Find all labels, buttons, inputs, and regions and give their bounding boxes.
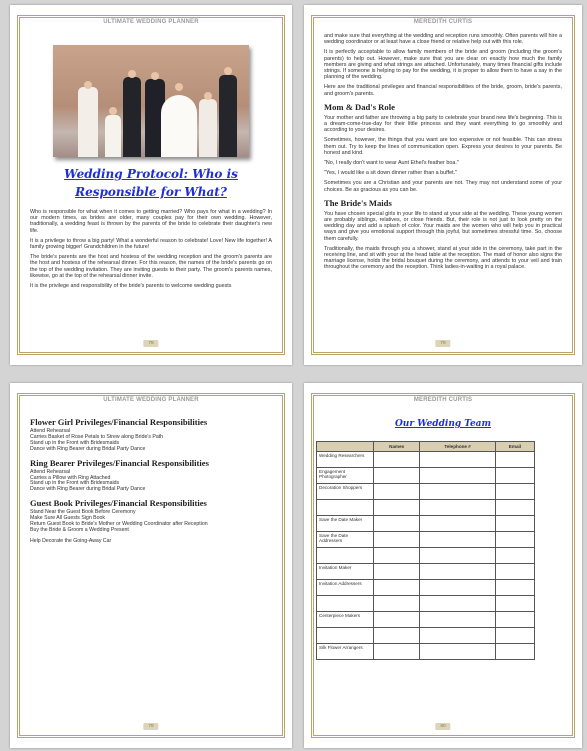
- wedding-photo: [53, 45, 249, 157]
- column-header: Names: [374, 442, 420, 452]
- section-heading: The Bride's Maids: [324, 197, 392, 208]
- paragraph: Here are the traditional privileges and financial responsibilities of the bride, groom, bride's parents, and groom's parents.: [324, 84, 562, 97]
- page-3: [10, 383, 292, 748]
- names-cell: [374, 564, 420, 580]
- list-item: Stand Near the Guest Book Before Ceremony: [30, 509, 136, 516]
- names-cell: [374, 452, 420, 468]
- row-label: Wedding Researchers: [317, 452, 374, 468]
- paragraph: It is the privilege and responsibility of the bride's parents to welcome wedding guests: [30, 283, 232, 290]
- table-row: [317, 532, 535, 548]
- section-heading: Guest Book Privileges/Financial Responsibilities: [30, 498, 207, 509]
- table-row: [317, 564, 535, 580]
- row-label: Engagement Photographer: [317, 468, 374, 484]
- table-row: [317, 452, 535, 468]
- email-cell: [495, 484, 534, 500]
- paragraph: and make sure that everything at the wedding and reception runs smoothly. Often parents will hire a wedding coordinator or at least have a close friend or relative help out with this role.: [324, 33, 562, 46]
- paragraph: Sometimes, however, the things that you want are too expensive or not feasible. This can stress them out. Try to keep the lines of communication open. Express your desires to your parents. Be honest and kind.: [324, 137, 562, 156]
- row-label: Decoration Shoppers: [317, 484, 374, 500]
- running-header: ULTIMATE WEDDING PLANNER: [103, 397, 199, 403]
- list-item: Stand up in the Front with Bridesmaids: [30, 439, 120, 446]
- list-item: Dance with Ring Bearer during Bridal Party Dance: [30, 445, 146, 452]
- table-row: [317, 628, 535, 644]
- names-cell: [374, 628, 420, 644]
- running-header: MEREDITH CURTIS: [413, 19, 473, 25]
- section-heading: Mom & Dad's Role: [324, 101, 395, 112]
- names-cell: [374, 468, 420, 484]
- telephone-cell: [420, 564, 496, 580]
- row-label: Save the Date Addressers: [317, 532, 374, 548]
- list-item: Make Sure All Guests Sign Book: [30, 515, 105, 522]
- names-cell: [374, 580, 420, 596]
- email-cell: [495, 548, 534, 564]
- section-heading: Flower Girl Privileges/Financial Responsibilities: [30, 417, 208, 427]
- email-cell: [495, 452, 534, 468]
- row-label: Invitation Maker: [317, 564, 374, 580]
- names-cell: [374, 484, 420, 500]
- list-item: Return Guest Book to Bride's Mother or Wedding Coordinator after Reception: [30, 521, 208, 528]
- email-cell: [495, 564, 534, 580]
- paragraph: Your mother and father are throwing a big party to celebrate your brand new life's beginning. This is a dream-come-true-day for their little princess and they want everything to go smoothly and according to your desires.: [324, 114, 562, 134]
- table-row: [317, 484, 535, 500]
- telephone-cell: [420, 468, 496, 484]
- page-title: Wedding Protocol: Who is Responsible for What?: [64, 167, 238, 199]
- table-row: [317, 580, 535, 596]
- column-header: Telephone #: [420, 442, 496, 452]
- email-cell: [495, 612, 534, 628]
- page-number: 79: [435, 340, 450, 347]
- list-item: Attend Rehearsal: [30, 468, 71, 475]
- list-item: Dance with Ring Bearer during Bridal Party Dance: [30, 486, 146, 493]
- column-header: [317, 442, 374, 452]
- telephone-cell: [420, 500, 496, 516]
- names-cell: [374, 548, 420, 564]
- telephone-cell: [420, 644, 496, 660]
- names-cell: [374, 644, 420, 660]
- running-header: MEREDITH CURTIS: [413, 397, 473, 403]
- table-row: [317, 468, 535, 484]
- email-cell: [495, 580, 534, 596]
- page-title: Our Wedding Team: [394, 419, 492, 429]
- names-cell: [374, 500, 420, 516]
- telephone-cell: [420, 516, 496, 532]
- telephone-cell: [420, 484, 496, 500]
- email-cell: [495, 468, 534, 484]
- page-number: 80: [435, 723, 450, 730]
- telephone-cell: [420, 452, 496, 468]
- table-header-row: [317, 442, 535, 452]
- telephone-cell: [420, 596, 496, 612]
- paragraph: It is a privilege to throw a big party! What a wonderful reason to celebrate! Love! New life together! A family growing bigger! Grandchildren in the future!: [30, 237, 272, 251]
- list-item: Attend Rehearsal: [30, 428, 71, 434]
- table-row: [317, 596, 535, 612]
- paragraph: You have chosen special girls in your life to stand at your side at the wedding. These young women are probably siblings, relatives, or close friends. But, their role is not just to look pretty on the wedding day and add a splash of color. Your maids are the women who will help you in practical ways and give you emotional support through this joyful, but sometimes stressful time. So, choose them carefully.: [324, 210, 562, 242]
- telephone-cell: [420, 532, 496, 548]
- paragraph: "No, I really don't want to wear Aunt Ethel's feather boa.": [324, 160, 459, 167]
- row-label: [317, 628, 374, 644]
- row-label: [317, 500, 374, 516]
- row-label: [317, 596, 374, 612]
- list-item: Stand up in the Front with Bridesmaids: [30, 480, 120, 487]
- paragraph: It is perfectly acceptable to allow family members of the bride and groom (including the groom's parents) to help out. However, make sure that you are clear on exactly how much the family members are giving and what strings are attached. Unfortunately, many times financial gifts include strings. If someone is helping to pay for the wedding, it is proper to allow them to have a say in the planning of the wedding.: [324, 49, 562, 81]
- paragraph: Sometimes you are a Christian and your parents are not. They may not understand some of your choices. Be as gracious as you can be.: [324, 180, 562, 193]
- page-1: [10, 5, 292, 365]
- paragraph: Who is responsible for what when it comes to getting married? Who pays for what in a wedding? In our modern times, as brides are older, many couples pay for their own wedding. However, traditionally, a wedding feast is thrown by the parents of the bride to celebrate their daughter's new life.: [30, 209, 272, 234]
- telephone-cell: [420, 580, 496, 596]
- list-item: Buy the Bride & Groom a Wedding Present: [30, 526, 129, 533]
- row-label: [317, 548, 374, 564]
- email-cell: [495, 644, 534, 660]
- names-cell: [374, 516, 420, 532]
- email-cell: [495, 532, 534, 548]
- running-header: ULTIMATE WEDDING PLANNER: [103, 19, 199, 25]
- row-label: Save the Date Maker: [317, 516, 374, 532]
- table-row: [317, 612, 535, 628]
- table-row: [317, 644, 535, 660]
- telephone-cell: [420, 628, 496, 644]
- email-cell: [495, 500, 534, 516]
- row-label: Invitation Addressers: [317, 580, 374, 596]
- responsibility-list: [30, 510, 272, 545]
- names-cell: [374, 596, 420, 612]
- table-row: [317, 548, 535, 564]
- wedding-team-table: [316, 441, 535, 660]
- table-row: [317, 500, 535, 516]
- email-cell: [495, 596, 534, 612]
- table-row: [317, 516, 535, 532]
- row-label: Silk Flower Arrangers: [317, 644, 374, 660]
- paragraph: "Yes, I would like a sit down dinner rather than a buffet.": [324, 170, 457, 177]
- page-4: [304, 383, 582, 748]
- list-item: Carries Basket of Rose Petals to Strew along Bride's Path: [30, 433, 164, 440]
- section-heading: Ring Bearer Privileges/Financial Responsibilities: [30, 457, 209, 468]
- telephone-cell: [420, 548, 496, 564]
- responsibility-list: [30, 429, 272, 453]
- row-label: Centerpiece Makers: [317, 612, 374, 628]
- list-item: Carries a Pillow with Ring Attached: [30, 474, 111, 481]
- page-number: 78: [143, 723, 158, 730]
- names-cell: [374, 532, 420, 548]
- column-header: Email: [495, 442, 534, 452]
- page-number: 78: [143, 340, 158, 347]
- telephone-cell: [420, 612, 496, 628]
- paragraph: The bride's parents are the host and hostess of the wedding reception and the groom's parents are the host and hostess of the rehearsal dinner. For this reason, the names of the bride's parents go on the top of the wedding invitation. They are inviting guests to their party. The groom's parents names, likewise, go at the top of the rehearsal dinner invite.: [30, 254, 272, 279]
- paragraph: Traditionally, the maids through you a shower, stand at your side in the ceremony, take part in the receiving line, and sit with your at the head table at the reception. The maid of honor also signs the marriage license, holds the bridal bouquet during the ceremony, and attends to your veil and train throughout the ceremony and the reception. Think ladies-in-waiting in a royal palace.: [324, 245, 562, 271]
- page-2: [304, 5, 582, 365]
- email-cell: [495, 516, 534, 532]
- names-cell: [374, 612, 420, 628]
- email-cell: [495, 628, 534, 644]
- list-item: Help Decorate the Going-Away Car: [30, 537, 112, 544]
- responsibility-list: [30, 470, 272, 494]
